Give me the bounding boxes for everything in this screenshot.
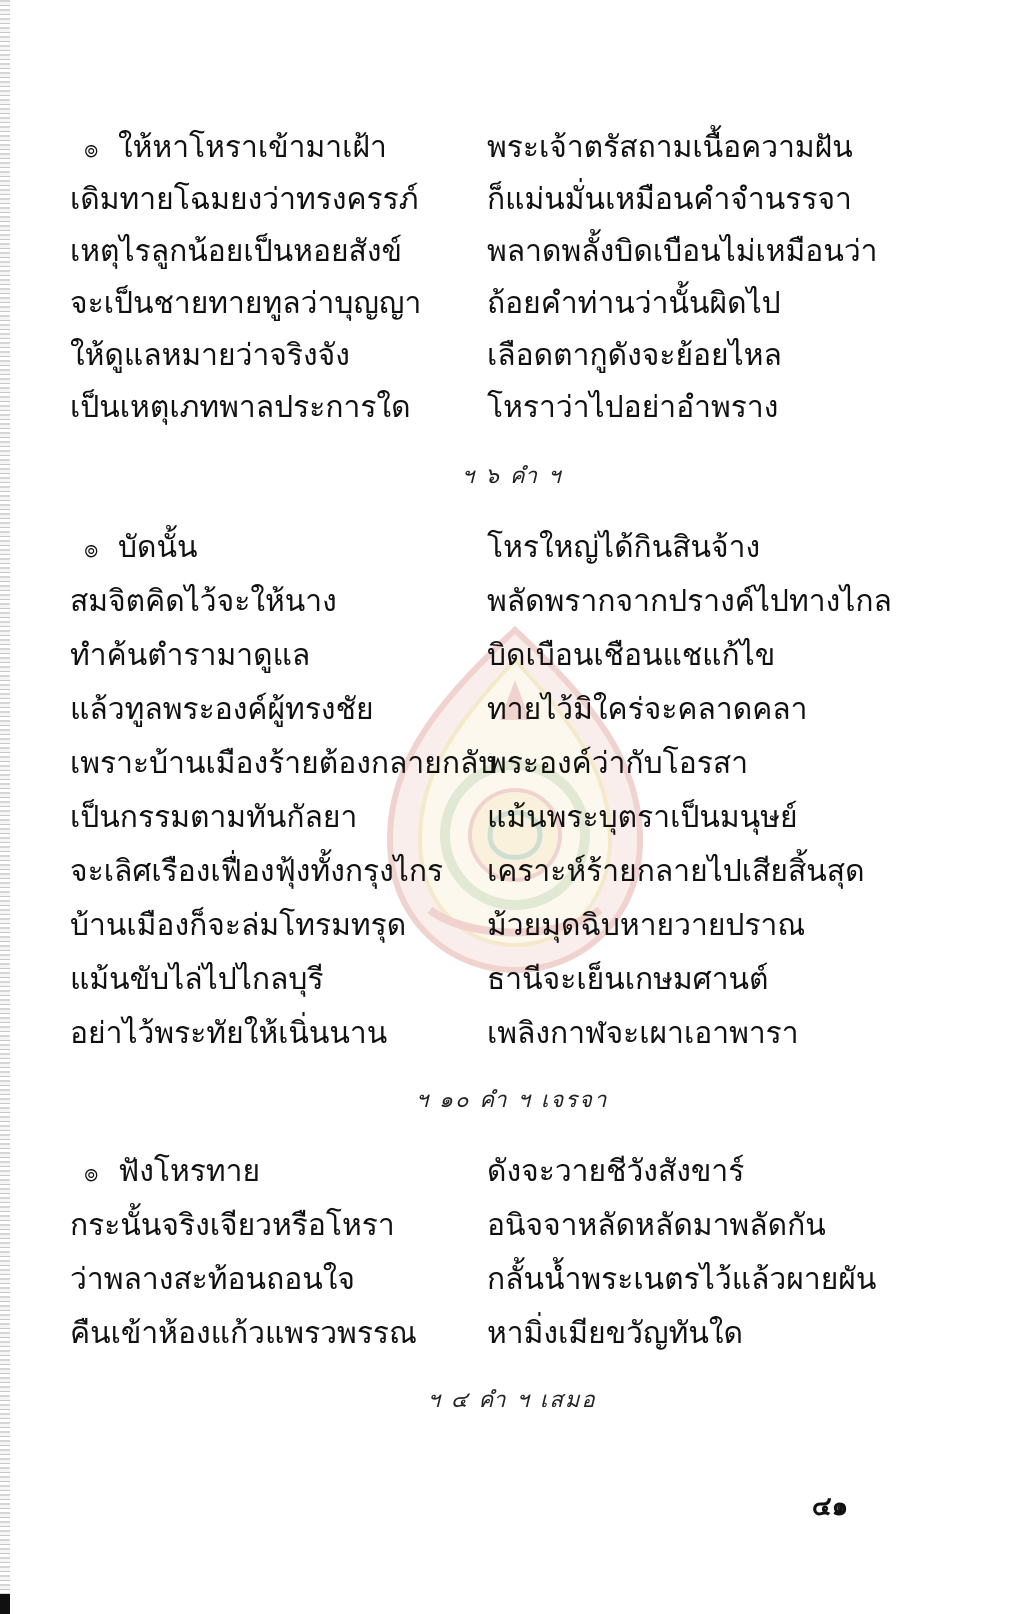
verse-line	[0, 576, 1024, 630]
stanza-3	[0, 1146, 1024, 1362]
verse-line	[0, 1008, 1024, 1062]
verse-line	[0, 954, 1024, 1008]
verse-left: เพราะบ้านเมืองร้ายต้องกลายกลับ	[70, 746, 498, 781]
verse-left: ฟังโหรทาย	[118, 1154, 261, 1189]
verse-line	[0, 1200, 1024, 1254]
verse-right: ม้วยมุดฉิบหายวายปราณ	[487, 908, 806, 943]
verse-right: ดังจะวายชีวังสังขาร์	[487, 1154, 745, 1189]
verse-line	[0, 226, 1024, 278]
verse-left: สมจิตคิดไว้จะให้นาง	[70, 584, 337, 619]
verse-right: พลาดพลั้งบิดเบือนไม่เหมือนว่า	[487, 234, 878, 269]
verse-left: กระนั้นจริงเจียวหรือโหรา	[70, 1208, 395, 1243]
verse-left: เป็นกรรมตามทันกัลยา	[70, 800, 358, 835]
verse-line	[0, 792, 1024, 846]
stanza-marker-icon: ๏	[84, 535, 99, 563]
stanza-marker-icon: ๏	[84, 135, 99, 163]
verse-left: คืนเข้าห้องแก้วแพรวพรรณ	[70, 1316, 417, 1351]
verse-left: ให้หาโหราเข้ามาเฝ้า	[118, 130, 387, 165]
verse-line	[0, 1254, 1024, 1308]
page-number: ๔๑	[812, 1492, 849, 1522]
verse-line	[0, 630, 1024, 684]
verse-line	[0, 1308, 1024, 1362]
verse-right: เคราะห์ร้ายกลายไปเสียสิ้นสุด	[487, 854, 865, 889]
verse-right: พระเจ้าตรัสถามเนื้อความฝัน	[487, 130, 853, 165]
verse-right: กลั้นน้ำพระเนตรไว้แล้วผายผัน	[487, 1262, 877, 1297]
verse-right: อนิจจาหลัดหลัดมาพลัดกัน	[487, 1208, 826, 1243]
verse-left: บัดนั้น	[118, 530, 198, 565]
verse-right: เพลิงกาฬจะเผาเอาพารา	[487, 1016, 799, 1051]
stanza-marker-icon: ๏	[84, 1159, 99, 1187]
verse-left: ว่าพลางสะท้อนถอนใจ	[70, 1262, 355, 1297]
stanza-1	[0, 122, 1024, 434]
verse-left: ให้ดูแลหมายว่าจริงจัง	[70, 338, 350, 373]
verse-right: หามิ่งเมียขวัญทันใด	[487, 1316, 743, 1351]
verse-right: พลัดพรากจากปรางค์ไปทางไกล	[487, 584, 892, 619]
verse-line	[0, 122, 1024, 174]
verse-line	[0, 684, 1024, 738]
verse-line	[0, 846, 1024, 900]
verse-line	[0, 278, 1024, 330]
verse-line	[0, 900, 1024, 954]
verse-right: แม้นพระบุตราเป็นมนุษย์	[487, 800, 798, 835]
verse-left: เหตุไรลูกน้อยเป็นหอยสังข์	[70, 234, 403, 269]
refrain-marker: ฯ ๑๐ คำ ฯ เจรจา	[415, 1088, 609, 1113]
verse-right: โหราว่าไปอย่าอำพราง	[487, 390, 779, 425]
verse-left: แล้วทูลพระองค์ผู้ทรงชัย	[70, 692, 374, 727]
verse-line	[0, 1146, 1024, 1200]
stanza-2	[0, 522, 1024, 1062]
refrain-marker: ฯ ๔ คำ ฯ เสมอ	[427, 1388, 597, 1413]
verse-left: อย่าไว้พระทัยให้เนิ่นนาน	[70, 1016, 388, 1051]
verse-left: ทำค้นตำรามาดูแล	[70, 638, 311, 673]
verse-right: พระองค์ว่ากับโอรสา	[487, 746, 749, 781]
verse-left: เป็นเหตุเภทพาลประการใด	[70, 390, 411, 425]
verse-right: บิดเบือนเชือนแชแก้ไข	[487, 638, 776, 673]
verse-left: แม้นขับไล่ไปไกลบุรี	[70, 962, 324, 997]
verse-line	[0, 382, 1024, 434]
verse-right: ถ้อยคำท่านว่านั้นผิดไป	[487, 286, 781, 321]
verse-line	[0, 522, 1024, 576]
verse-right: เลือดตากูดังจะย้อยไหล	[487, 338, 782, 373]
verse-line	[0, 174, 1024, 226]
verse-left: เดิมทายโฉมยงว่าทรงครรภ์	[70, 182, 419, 217]
verse-left: จะเป็นชายทายทูลว่าบุญญา	[70, 286, 422, 321]
refrain-marker: ฯ ๖ คำ ฯ	[461, 464, 563, 489]
scan-corner-mark	[0, 1594, 10, 1614]
verse-left: บ้านเมืองก็จะล่มโทรมทรุด	[70, 908, 407, 943]
verse-line	[0, 738, 1024, 792]
verse-right: ทายไว้มิใคร่จะคลาดคลา	[487, 692, 808, 727]
verse-line	[0, 330, 1024, 382]
verse-right: ธานีจะเย็นเกษมศานต์	[487, 962, 769, 997]
verse-left: จะเลิศเรืองเฟื่องฟุ้งทั้งกรุงไกร	[70, 854, 444, 889]
verse-right: โหรใหญ่ได้กินสินจ้าง	[487, 530, 761, 565]
verse-right: ก็แม่นมั่นเหมือนคำจำนรรจา	[487, 182, 852, 217]
